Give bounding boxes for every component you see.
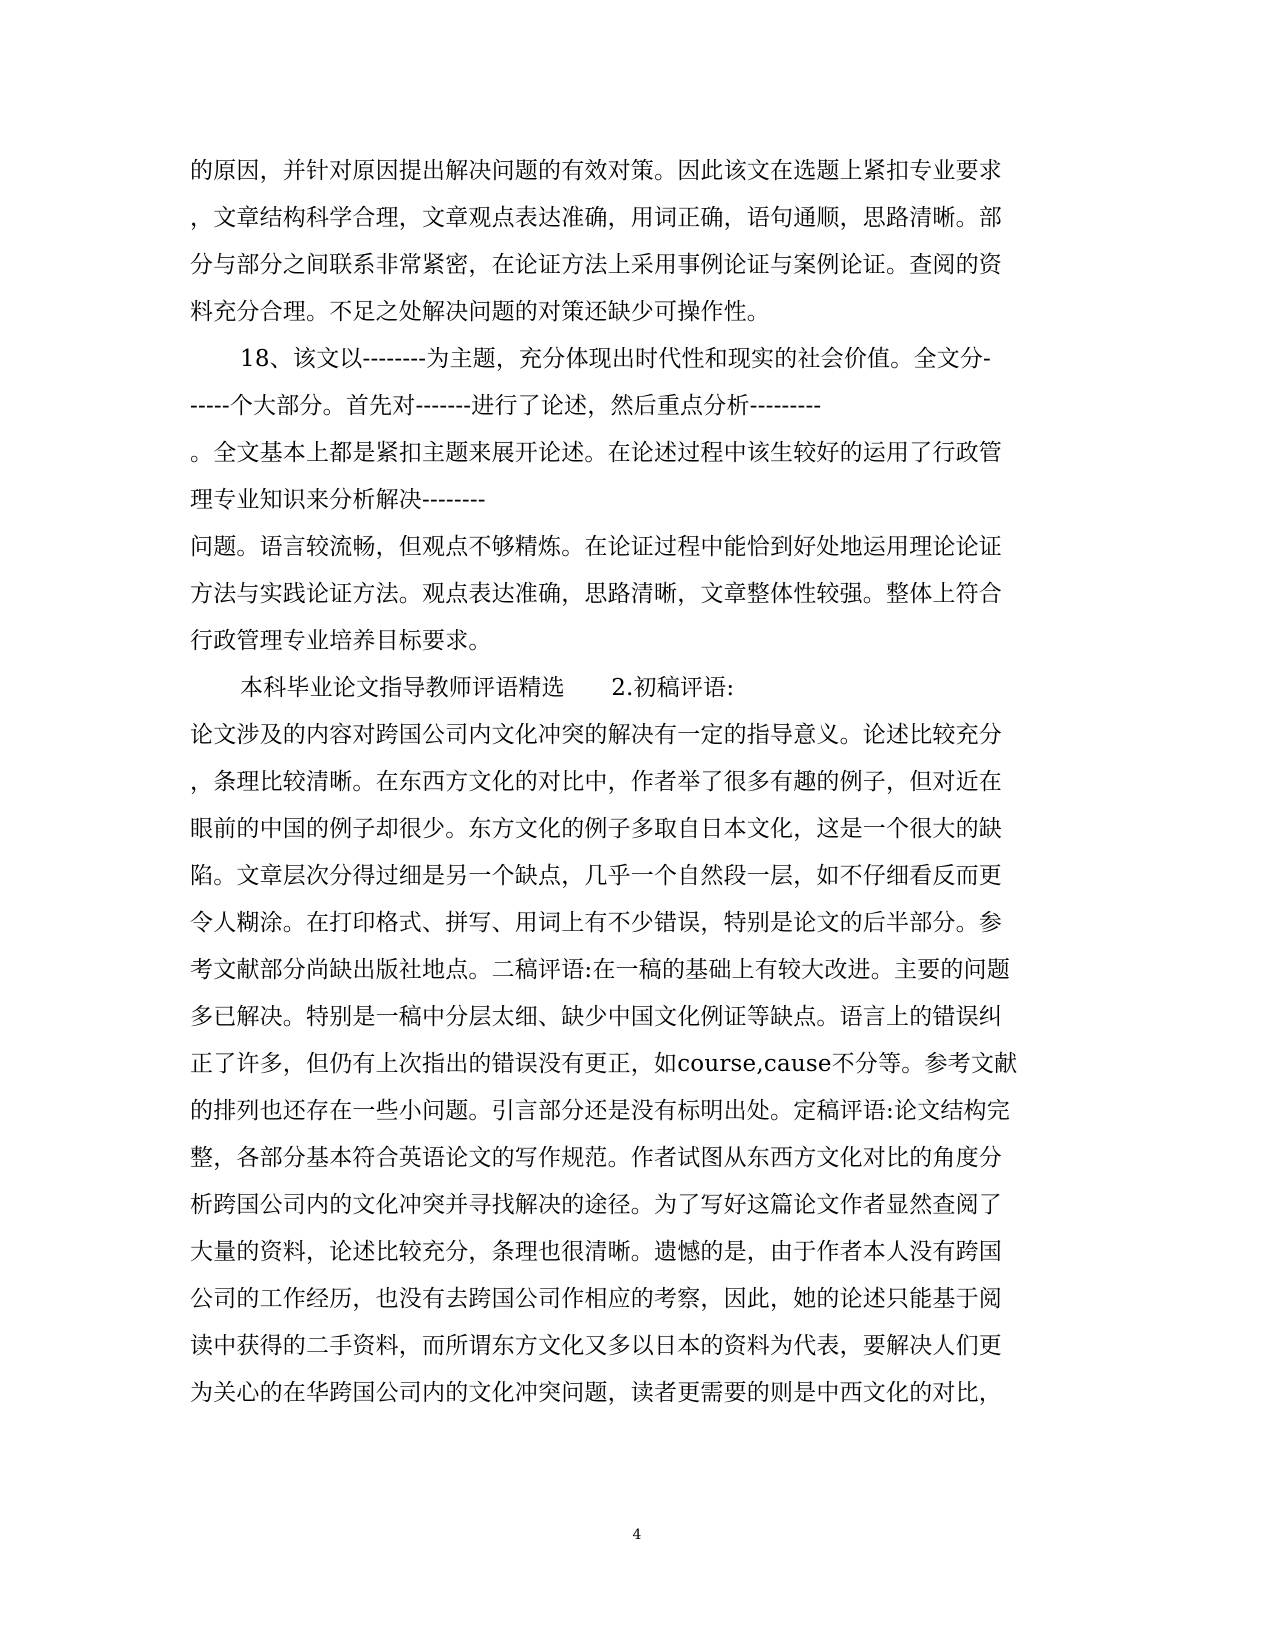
text-line: ，条理比较清晰。在东西方文化的对比中，作者举了很多有趣的例子，但对近在	[190, 769, 1002, 795]
text-line: 的原因，并针对原因提出解决问题的有效对策。因此该文在选题上紧扣专业要求	[190, 158, 1002, 184]
text-line: 行政管理专业培养目标要求。	[190, 628, 492, 654]
text-line: 的排列也还存在一些小问题。引言部分还是没有标明出处。定稿评语:论文结构完	[190, 1098, 1010, 1124]
text-line: 。全文基本上都是紧扣主题来展开论述。在论述过程中该生较好的运用了行政管	[190, 440, 1002, 466]
text-line: 令人糊涂。在打印格式、拼写、用词上有不少错误，特别是论文的后半部分。参	[190, 910, 1002, 936]
text-line: 析跨国公司内的文化冲突并寻找解决的途径。为了写好这篇论文作者显然查阅了	[190, 1192, 1002, 1218]
text-line: 分与部分之间联系非常紧密，在论证方法上采用事例论证与案例论证。查阅的资	[190, 252, 1002, 278]
text-line: 18、该文以--------为主题，充分体现出时代性和现实的社会价值。全文分-	[240, 346, 992, 372]
text-line: 方法与实践论证方法。观点表达准确，思路清晰，文章整体性较强。整体上符合	[190, 581, 1002, 607]
text-line: 陷。文章层次分得过细是另一个缺点，几乎一个自然段一层，如不仔细看反而更	[190, 863, 1002, 889]
text-line: 为关心的在华跨国公司内的文化冲突问题，读者更需要的则是中西文化的对比，	[190, 1380, 1002, 1406]
text-line: ，文章结构科学合理，文章观点表达准确，用词正确，语句通顺，思路清晰。部	[190, 205, 1002, 231]
section-heading: 本科毕业论文指导教师评语精选 2.初稿评语:	[240, 675, 735, 701]
text-line: 考文献部分尚缺出版社地点。二稿评语:在一稿的基础上有较大改进。主要的问题	[190, 957, 1010, 983]
text-line: 问题。语言较流畅，但观点不够精炼。在论证过程中能恰到好处地运用理论论证	[190, 534, 1002, 560]
text-line: 料充分合理。不足之处解决问题的对策还缺少可操作性。	[190, 299, 770, 325]
text-line: 正了许多，但仍有上次指出的错误没有更正，如course,cause不分等。参考文献	[190, 1051, 1018, 1077]
text-line: 眼前的中国的例子却很少。东方文化的例子多取自日本文化，这是一个很大的缺	[190, 816, 1002, 842]
text-line: 理专业知识来分析解决--------	[190, 487, 486, 513]
page-number: 4	[632, 1527, 642, 1543]
text-line: 多已解决。特别是一稿中分层太细、缺少中国文化例证等缺点。语言上的错误纠	[190, 1004, 1002, 1030]
text-line: 读中获得的二手资料，而所谓东方文化又多以日本的资料为代表，要解决人们更	[190, 1333, 1002, 1359]
text-line: 公司的工作经历，也没有去跨国公司作相应的考察，因此，她的论述只能基于阅	[190, 1286, 1002, 1312]
text-line: 大量的资料，论述比较充分，条理也很清晰。遗憾的是，由于作者本人没有跨国	[190, 1239, 1002, 1265]
text-line: 整，各部分基本符合英语论文的写作规范。作者试图从东西方文化对比的角度分	[190, 1145, 1002, 1171]
text-line: 论文涉及的内容对跨国公司内文化冲突的解决有一定的指导意义。论述比较充分	[190, 722, 1002, 748]
text-line: -----个大部分。首先对-------进行了论述，然后重点分析---------	[190, 393, 822, 419]
